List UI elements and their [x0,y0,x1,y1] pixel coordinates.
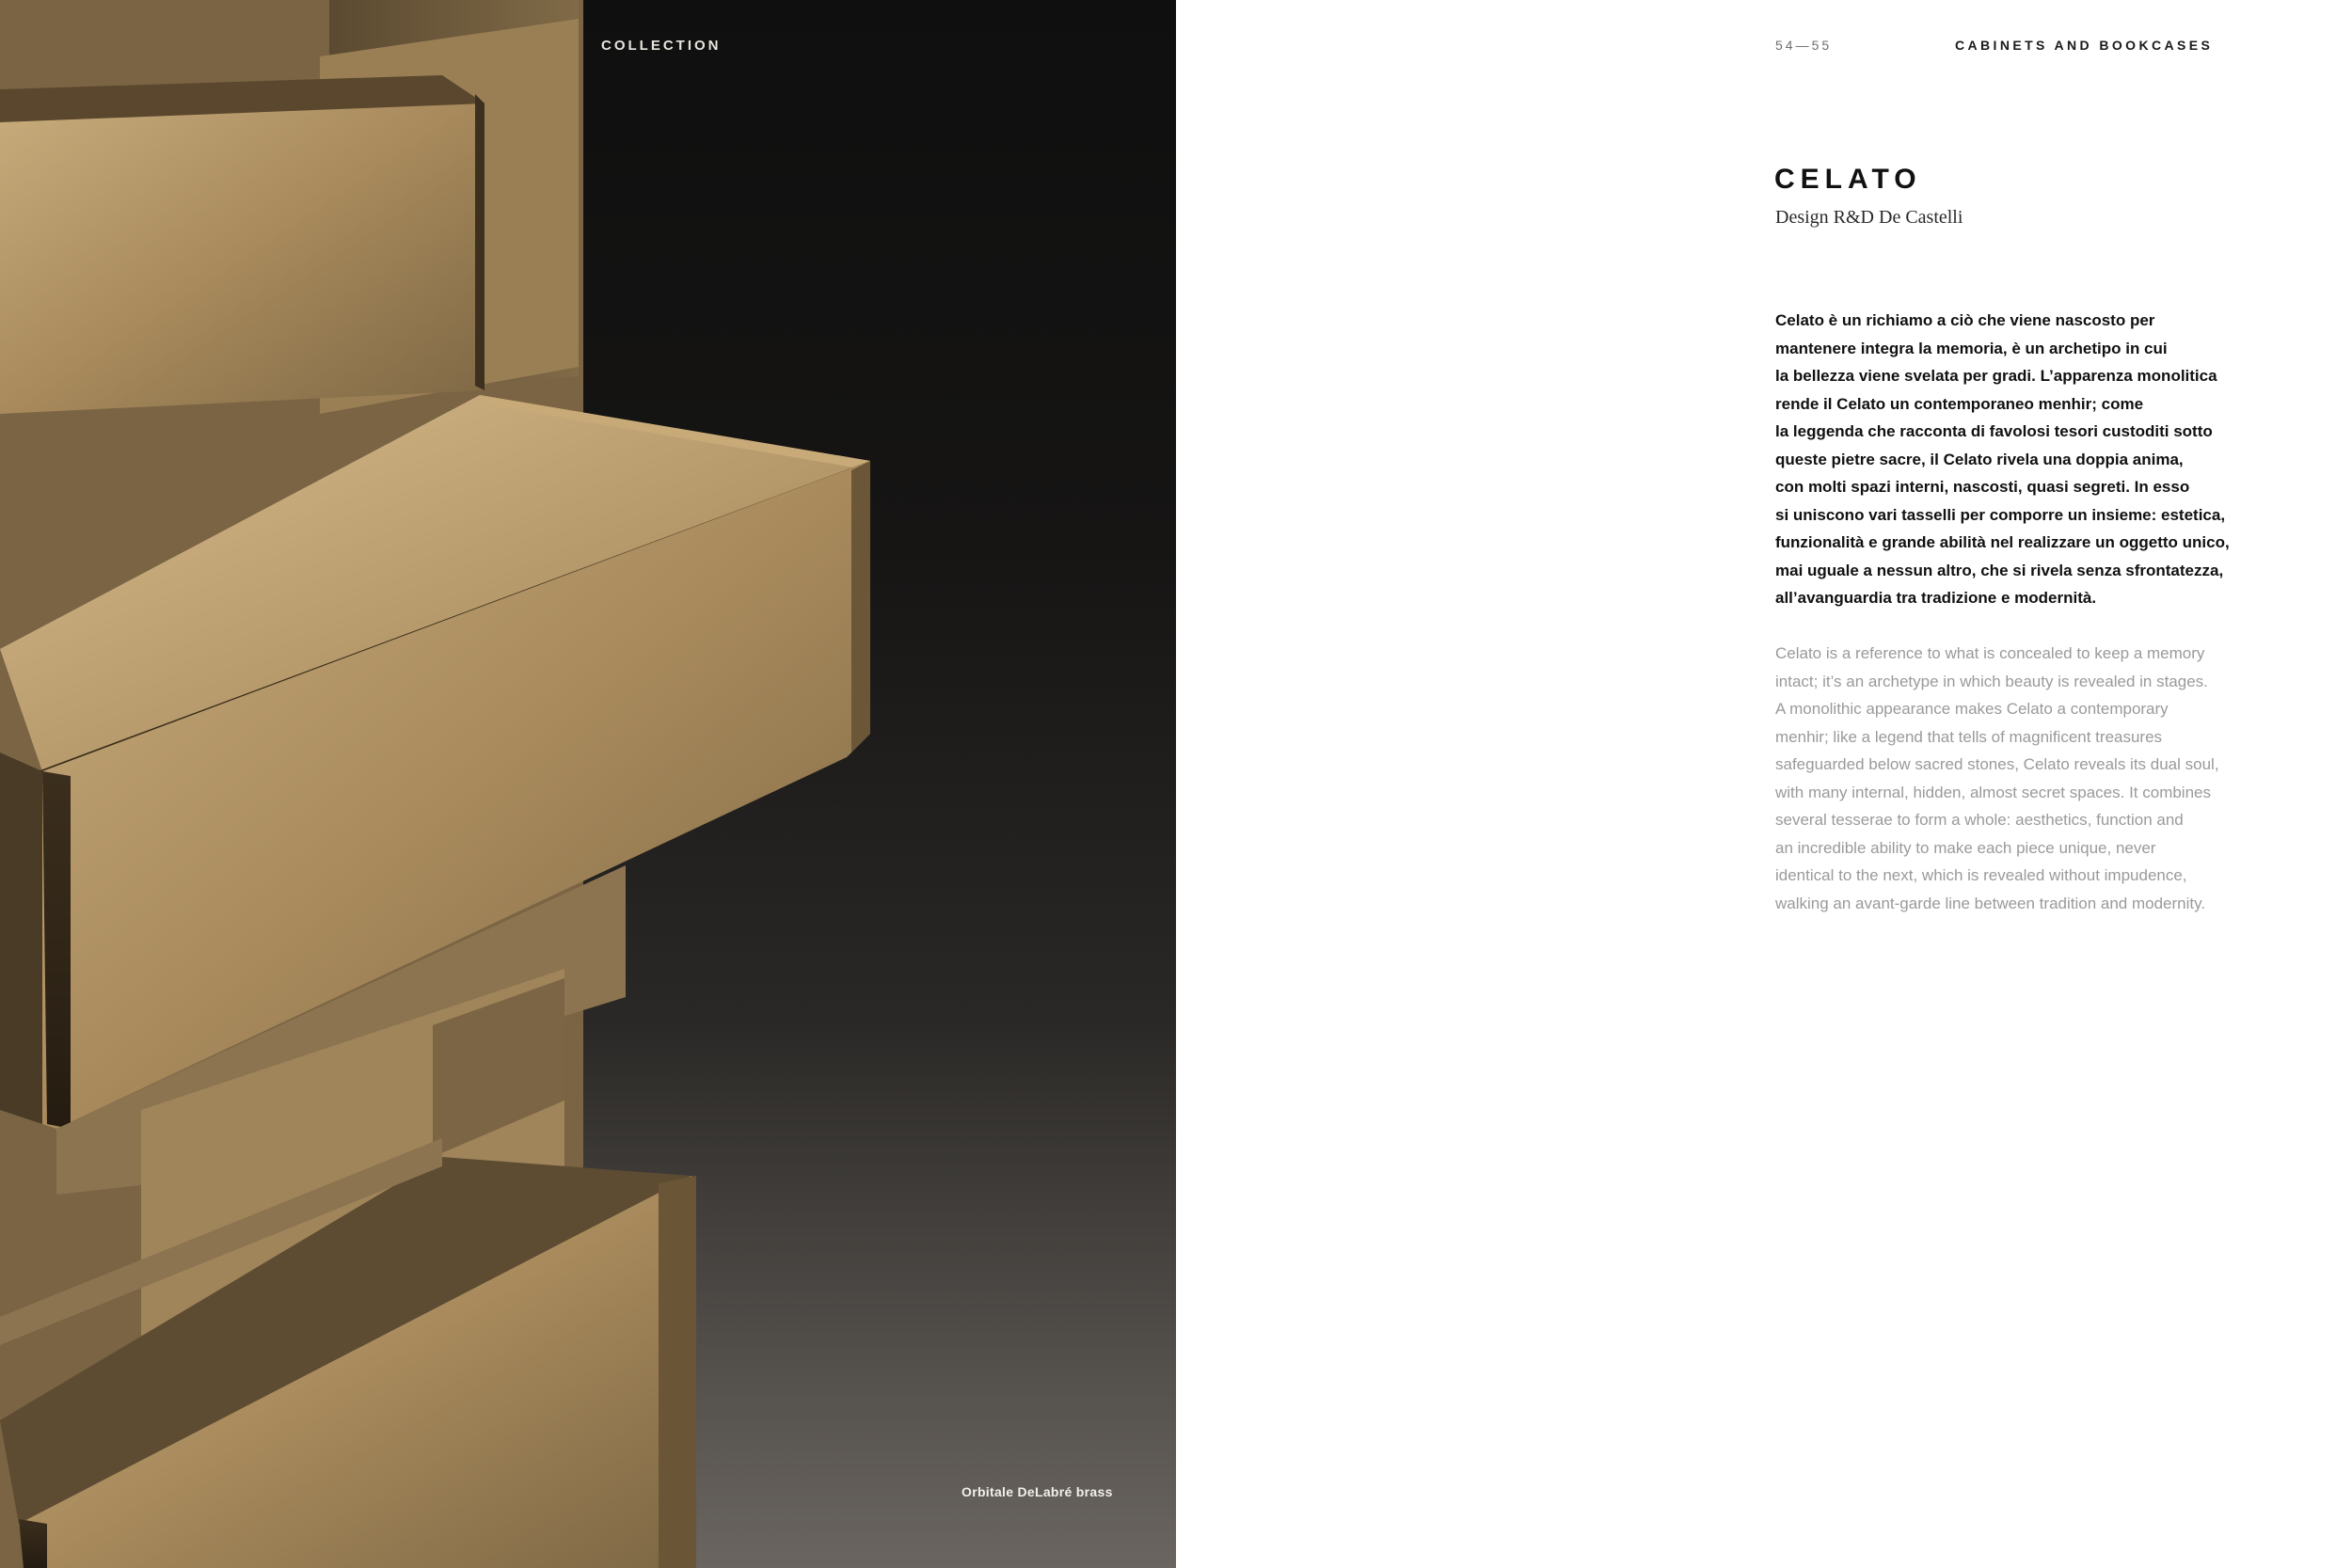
text-line: mantenere integra la memoria, è un archetipo in cui [1775,339,2168,357]
text-line: Celato is a reference to what is concealed to keep a memory [1775,644,2205,662]
product-title: CELATO [1774,164,1922,195]
italian-description [1775,307,2302,612]
page-numbers: 54—55 [1775,38,1833,53]
text-line: A monolithic appearance makes Celato a contemporary [1775,700,2169,718]
text-line: la leggenda che racconta di favolosi tesori custoditi sotto [1775,422,2213,440]
designer-credit: Design R&D De Castelli [1775,207,1963,228]
text-line: all’avanguardia tra tradizione e modernità. [1775,589,2097,607]
english-description [1775,640,2302,917]
text-line: queste pietre sacre, il Celato rivela una doppia anima, [1775,450,2184,468]
text-line: la bellezza viene svelata per gradi. L’apparenza monolitica [1775,367,2217,385]
text-line: several tesserae to form a whole: aesthetics, function and [1775,811,2184,829]
text-line: intact; it’s an archetype in which beauty is revealed in stages. [1775,672,2208,690]
running-head-collection: COLLECTION [601,38,722,54]
text-line: funzionalità e grande abilità nel realizzare un oggetto unico, [1775,533,2230,551]
section-title: CABINETS AND BOOKCASES [1955,38,2214,53]
text-line: safeguarded below sacred stones, Celato reveals its dual soul, [1775,755,2219,773]
text-line: mai uguale a nessun altro, che si rivela senza sfrontatezza, [1775,561,2224,579]
text-line: con molti spazi interni, nascosti, quasi segreti. In esso [1775,478,2190,496]
text-line: rende il Celato un contemporaneo menhir; come [1775,394,2144,413]
text-line: an incredible ability to make each piece unique, never [1775,838,2156,857]
text-line: walking an avant-garde line between tradition and modernity. [1775,894,2206,912]
text-line: Celato è un richiamo a ciò che viene nascosto per [1775,311,2155,329]
text-line: with many internal, hidden, almost secret spaces. It combines [1775,783,2211,801]
text-line: identical to the next, which is revealed without impudence, [1775,866,2187,884]
text-line: si uniscono vari tasselli per comporre un insieme: estetica, [1775,505,2226,524]
text-line: menhir; like a legend that tells of magnificent treasures [1775,727,2163,746]
photo-caption: Orbitale DeLabré brass [961,1484,1113,1499]
